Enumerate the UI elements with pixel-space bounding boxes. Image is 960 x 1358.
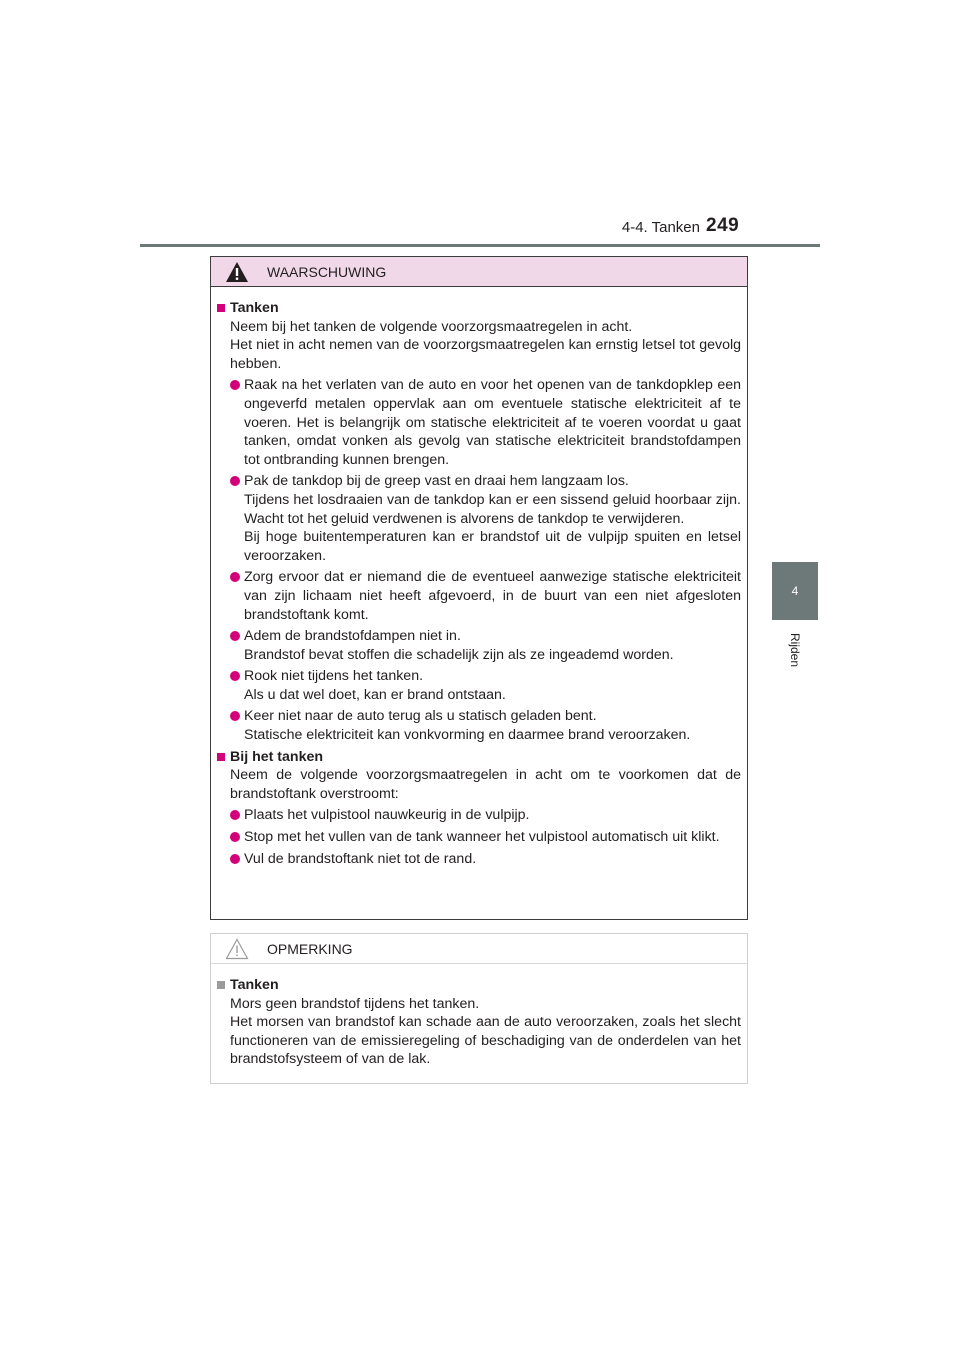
warning-title: WAARSCHUWING	[267, 263, 387, 280]
bullet-dot-icon	[230, 476, 240, 486]
item-title: Bij het tanken	[230, 748, 324, 765]
note-item-tanken	[217, 976, 741, 1069]
paragraph: Neem de volgende voorzorgsmaatregelen in acht om te voorkomen dat de brandstoftank overstroomt:	[230, 767, 741, 802]
bullet-item	[230, 627, 741, 664]
warning-body	[211, 287, 747, 868]
bullet-text: Vul de brandstoftank niet tot de rand.	[244, 850, 477, 867]
warning-item-tanken	[217, 299, 741, 745]
bullet-item	[230, 568, 741, 624]
bullet-item	[230, 806, 741, 825]
section-square-icon	[217, 753, 225, 761]
note-header	[211, 934, 747, 964]
bullet-dot-icon	[230, 671, 240, 681]
bullet-dot-icon	[230, 810, 240, 820]
item-title: Tanken	[230, 977, 279, 993]
paragraph: Mors geen brandstof tijdens het tanken.	[230, 995, 480, 1012]
header-rule	[140, 244, 820, 247]
bullet-item	[230, 828, 741, 847]
item-title: Tanken	[230, 300, 279, 316]
bullet-text: Stop met het vullen van de tank wanneer het vulpistool automatisch uit klikt.	[244, 829, 720, 846]
bullet-text: Rook niet tijdens het tanken. Als u dat wel doet, kan er brand ontstaan.	[244, 668, 506, 703]
bullet-text: Pak de tankdop bij de greep vast en draai hem langzaam los. Tijdens het losdraaien van de tankdop kan er een sissend geluid hoorbaar zijn. Wacht tot het geluid verdwenen is alvorens de tankdop te verwijderen. Bij hoge buitentemperaturen kan er brandstof uit de vulpijp spuiten en letsel veroorzaken.	[244, 473, 741, 564]
bullet-item	[230, 707, 741, 744]
bullet-text: Raak na het verlaten van de auto en voor het openen van de tankdopklep een ongeverfd metalen oppervlak aan om eventuele statische elektriciteit af te voeren. Het is belangrijk om statische elektriciteit af te voeren voordat u gaat tanken, omdat vonken als gevolg van statische elektriciteit brandstofdampen tot ontbranding kunnen brengen.	[244, 377, 741, 468]
bullet-item	[230, 667, 741, 704]
section-square-icon	[217, 304, 225, 312]
bullet-dot-icon	[230, 631, 240, 641]
bullet-item	[230, 472, 741, 565]
bullet-item	[230, 376, 741, 469]
note-body	[211, 964, 747, 1069]
note-title: OPMERKING	[267, 940, 353, 957]
section-title: 4-4. Tanken	[621, 219, 700, 236]
warning-item-bij-het-tanken	[217, 748, 741, 869]
bullet-text: Zorg ervoor dat er niemand die de eventueel aanwezige statische elektriciteit van zijn lichaam niet heeft afgevoerd, in de buurt van een niet afgesloten brandstoftank komt.	[244, 569, 741, 623]
bullet-dot-icon	[230, 572, 240, 582]
bullet-text: Keer niet naar de auto terug als u statisch geladen bent. Statische elektriciteit kan vonkvorming en daarmee brand veroorzaken.	[244, 708, 691, 744]
bullet-text: Plaats het vulpistool nauwkeurig in de vulpijp.	[244, 807, 530, 824]
bullet-text: Adem de brandstofdampen niet in. Brandstof bevat stoffen die schadelijk zijn als ze ingeademd worden.	[244, 628, 674, 663]
bullet-dot-icon	[230, 832, 240, 842]
paragraph: Neem bij het tanken de volgende voorzorgsmaatregelen in acht.	[230, 318, 633, 335]
bullet-dot-icon	[230, 380, 240, 390]
warning-triangle-icon	[225, 261, 249, 283]
warning-box	[210, 256, 748, 920]
paragraph: Het niet in acht nemen van de voorzorgsmaatregelen kan ernstig letsel tot gevolg hebben.	[230, 337, 741, 372]
bullet-dot-icon	[230, 711, 240, 721]
page-number: 249	[706, 215, 740, 236]
note-box	[210, 933, 748, 1084]
bullet-dot-icon	[230, 854, 240, 864]
section-square-icon	[217, 981, 225, 989]
warning-header	[211, 257, 747, 287]
chapter-number: 4	[791, 584, 799, 598]
chapter-label: Rijden	[788, 632, 802, 668]
bullet-item	[230, 850, 741, 869]
caution-triangle-outline-icon	[225, 938, 249, 960]
paragraph: Het morsen van brandstof kan schade aan de auto veroorzaken, zoals het slecht functioneren van de emissieregeling of beschadiging van de onderdelen van het brandstofsysteem of van de lak.	[230, 1014, 741, 1068]
chapter-label-area	[772, 620, 818, 680]
chapter-tab	[772, 562, 818, 620]
